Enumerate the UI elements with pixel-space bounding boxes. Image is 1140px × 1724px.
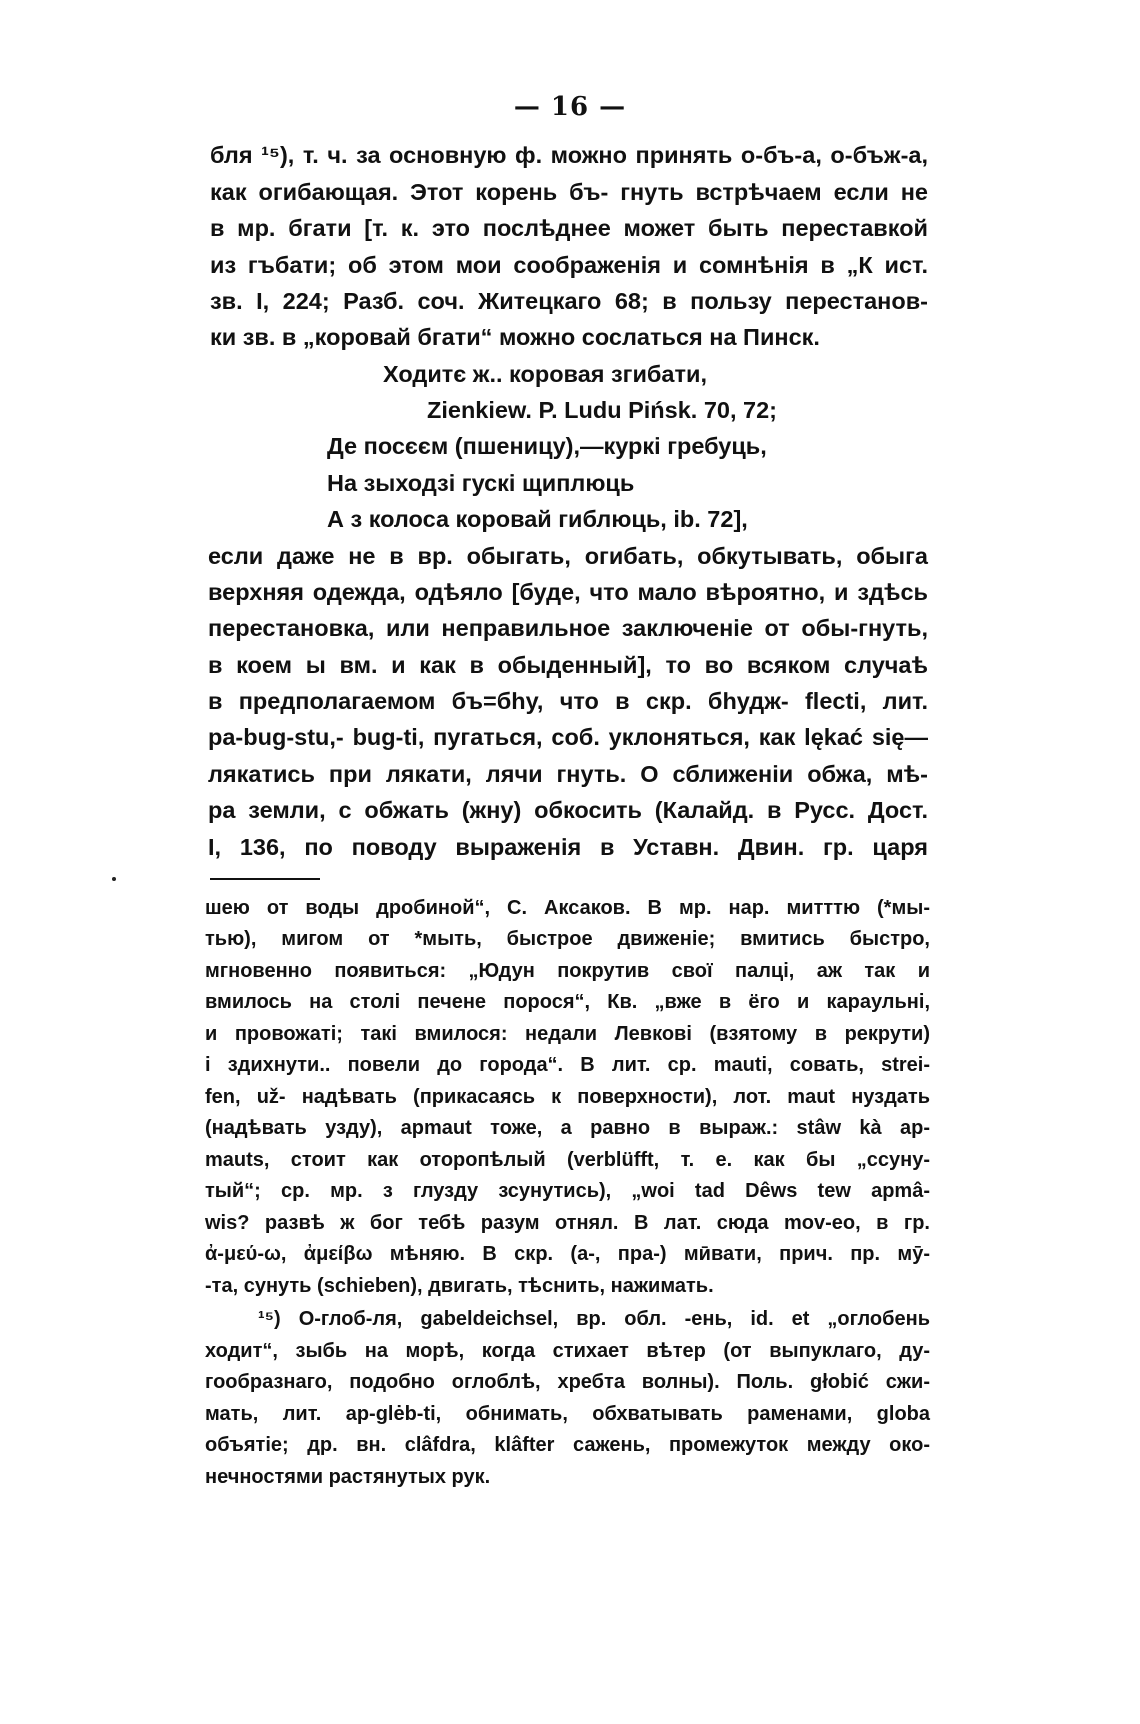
footnote-line: вмилось на столі печене порося“, Кв. „вже в ёго и караульні, bbox=[205, 991, 930, 1013]
page-number: — 16 — bbox=[513, 92, 627, 122]
main-line: ра земли, с обжать (жну) обкосить (Калайд. в Русс. Дост. bbox=[208, 797, 928, 823]
main-line: в коем ы вм. и как в обыденный], то во всяком случаѣ bbox=[208, 652, 928, 678]
footnote-line: мгновенно появиться: „Юдун покрутив свої палці, аж так и bbox=[205, 960, 930, 982]
verse-line: Ходитє ж.. коровая згибати, bbox=[383, 361, 707, 387]
footnote-line: тый“; ср. мр. з глузду зсунутись), „woi tad Dêws tew apmâ- bbox=[205, 1180, 930, 1202]
footnote-line: мать, лит. ap-glėb-ti, обнимать, обхватывать раменами, globa bbox=[205, 1403, 930, 1425]
footnote-line: объятіе; др. вн. clâfdra, klâfter сажень, промежуток между око- bbox=[205, 1434, 930, 1456]
main-line: зв. I, 224; Разб. соч. Житецкаго 68; в пользу перестанов- bbox=[210, 288, 928, 314]
main-line: верхняя одежда, одѣяло [буде, что мало вѣроятно, и здѣсь bbox=[208, 579, 928, 605]
footnote-line: шею от воды дробиной“, С. Аксаков. В мр. нар. митттю (*мы- bbox=[205, 897, 930, 919]
verse-line: На зыходзі гускі щиплюць bbox=[327, 470, 635, 496]
footnote-line: ἀ-μεύ-ω, ἀμείβω мѣняю. В скр. (а-, пра-) мӣвати, прич. пр. мӯ- bbox=[205, 1243, 930, 1265]
footnote-line: fen, už- надѣвать (прикасаясь к поверхности), лот. maut нуздать bbox=[205, 1086, 930, 1108]
main-line: перестановка, или неправильное заключеніе от обы-гнуть, bbox=[208, 615, 928, 641]
footnote-line: ходит“, зыбь на морѣ, когда стихает вѣтер (от выпуклаго, ду- bbox=[205, 1340, 930, 1362]
main-line: если даже не в вр. обыгать, огибать, обкутывать, обыга bbox=[208, 543, 928, 569]
main-line: в предполагаемом бъ=бһу, что в скр. бһудж- flecti, лит. bbox=[208, 688, 928, 714]
footnote-line: mauts, стоит как оторопѣлый (verblüfft, т. е. как бы „ссуну- bbox=[205, 1149, 930, 1171]
verse-citation: Zienkiew. P. Ludu Pińsk. 70, 72; bbox=[427, 397, 778, 423]
main-line: лякатись при лякати, лячи гнуть. О сближеніи обжа, мѣ- bbox=[208, 761, 928, 787]
footnote-divider bbox=[210, 878, 320, 880]
footnote-line: -та, сунуть (schieben), двигать, тѣснить, нажимать. bbox=[205, 1275, 714, 1297]
footnote-line: wis? развѣ ж бог тебѣ разум отнял. В лат. сюда mov-eo, в гр. bbox=[205, 1212, 930, 1234]
verse-line: А з колоса коровай гиблюць, ib. 72], bbox=[327, 506, 748, 532]
main-line: I, 136, по поводу выраженія в Уставн. Двин. гр. царя bbox=[208, 834, 928, 860]
verse-line: Де посєєм (пшеницу),—куркі гребуць, bbox=[327, 433, 767, 459]
main-line: из гъбати; об этом мои соображенія и сомнѣнія в „К ист. bbox=[210, 252, 928, 278]
footnote-line: и провожаті; такі вмилося: недали Левкові (взятому в рекрути) bbox=[205, 1023, 930, 1045]
scan-speck bbox=[112, 877, 116, 881]
footnote-line: тью), мигом от *мыть, быстрое движеніе; вмитись быстро, bbox=[205, 928, 930, 950]
footnote-line: і здихнути.. повели до города“. В лит. ср. mauti, совать, strei- bbox=[205, 1054, 930, 1076]
main-line: в мр. бгати [т. к. это послѣднее может быть переставкой bbox=[210, 215, 928, 241]
footnote-line: (надѣвать узду), apmaut тоже, а равно в выраж.: stâw kà ap- bbox=[205, 1117, 930, 1139]
main-line: бля ¹⁵), т. ч. за основную ф. можно принять о-бъ-а, о-бъж-а, bbox=[210, 142, 928, 168]
main-line: ки зв. в „коровай бгати“ можно сослаться на Пинск. bbox=[210, 324, 820, 350]
footnote-line: гообразнаго, подобно оглоблѣ, хребта волны). Поль. głobić сжи- bbox=[205, 1371, 930, 1393]
main-line: как огибающая. Этот корень бъ- гнуть встрѣчаем если не bbox=[210, 179, 928, 205]
footnote-line: нечностями растянутых рук. bbox=[205, 1466, 491, 1488]
main-line: pa-bug-stu,- bug-ti, пугаться, соб. уклоняться, как lękać się— bbox=[208, 724, 928, 750]
footnote-15-start: ¹⁵) О-глоб-ля, gabeldeichsel, вр. обл. -ень, id. et „оглобень bbox=[258, 1308, 930, 1330]
